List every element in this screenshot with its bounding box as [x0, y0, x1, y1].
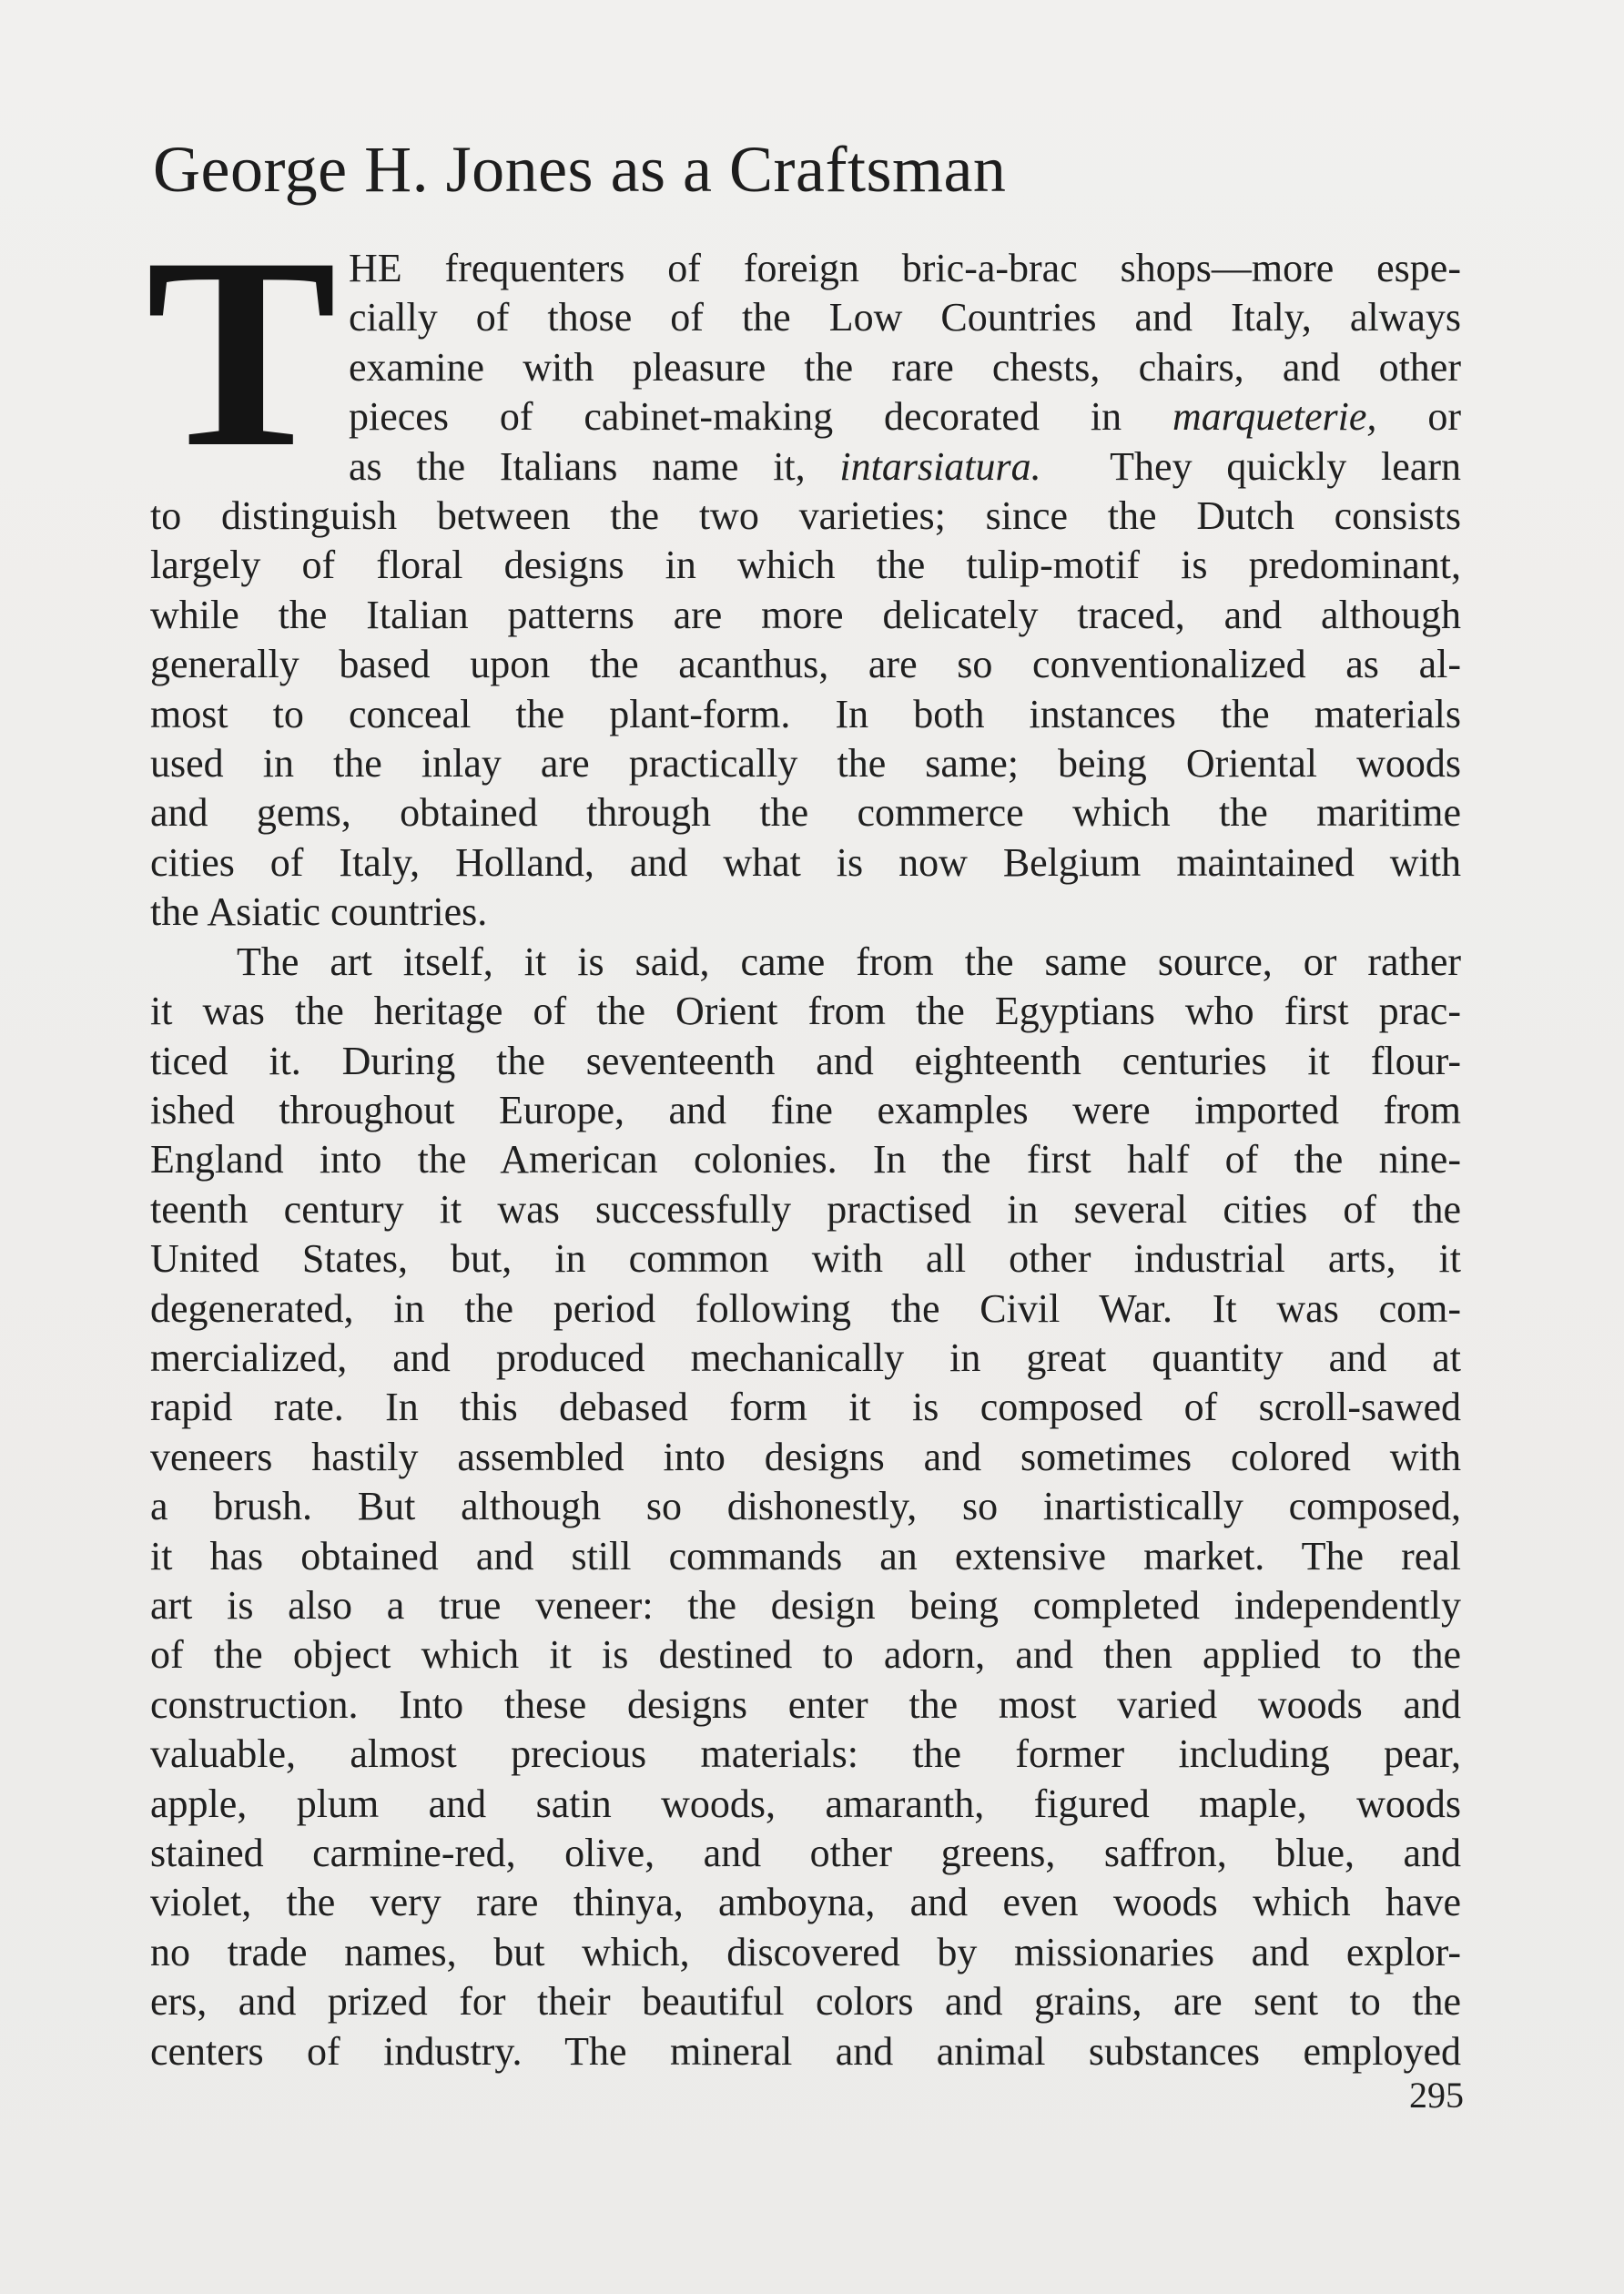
text-line: it was the heritage of the Orient from the Egyptians who first prac- [150, 989, 1461, 1034]
text-line [150, 392, 1461, 442]
text-line [150, 938, 1461, 987]
text-line: United States, but, in common with all other industrial arts, it [150, 1236, 1461, 1282]
text-line: ers, and prized for their beautiful colors and grains, are sent to the [150, 1979, 1461, 2025]
text-line: cially of those of the Low Countries and Italy, always [349, 295, 1461, 340]
article-title: George H. Jones as a Craftsman [153, 133, 1007, 206]
text-line: and gems, obtained through the commerce which the maritime [150, 790, 1461, 836]
text-line: rapid rate. In this debased form it is composed of scroll-sawed [150, 1385, 1461, 1430]
text-line: veneers hastily assembled into designs and sometimes colored with [150, 1434, 1461, 1479]
text-line: construction. Into these designs enter the most varied woods and [150, 1681, 1461, 1727]
text-line: of the object which it is destined to adorn, and then applied to the [150, 1632, 1461, 1678]
text-line: apple, plum and satin woods, amaranth, figured maple, woods [150, 1781, 1461, 1826]
paragraph-2 [150, 938, 1461, 2076]
text-line: centers of industry. The mineral and animal substances employed [150, 2028, 1461, 2074]
article-body [146, 201, 1461, 2076]
text-line: violet, the very rare thinya, amboyna, and even woods which have [150, 1880, 1461, 1925]
text-line: art is also a true veneer: the design being completed independently [150, 1582, 1461, 1628]
text-line: used in the inlay are practically the same; being Oriental woods [150, 741, 1461, 787]
text-line: generally based upon the acanthus, are so conventionalized as al- [150, 642, 1461, 687]
text-fragment: They quickly learn [1110, 443, 1461, 489]
text-line: it has obtained and still commands an extensive market. The real [150, 1533, 1461, 1578]
page-number: 295 [1409, 2075, 1464, 2116]
text-line: stained carmine-red, olive, and other greens, saffron, blue, and [150, 1831, 1461, 1875]
paragraph-1 [150, 244, 1461, 938]
text-line: England into the American colonies. In the first half of the nine- [150, 1137, 1461, 1183]
text-line [150, 442, 1461, 492]
text-line: the Asiatic countries. [150, 889, 488, 935]
text-line: ticed it. During the seventeenth and eighteenth centuries it flour- [150, 1038, 1461, 1083]
text-line: cities of Italy, Holland, and what is now Belgium maintained with [150, 839, 1461, 885]
text-line: while the Italian patterns are more delicately traced, and although [150, 592, 1461, 637]
text-line: most to conceal the plant-form. In both instances the materials [150, 691, 1461, 736]
text-line: mercialized, and produced mechanically in great quantity and at [150, 1335, 1461, 1380]
text-line: teenth century it was successfully practised in several cities of the [150, 1186, 1461, 1232]
text-line: a brush. But although so dishonestly, so inartistically composed, [150, 1484, 1461, 1529]
text-line: degenerated, in the period following the Civil War. It was com- [150, 1285, 1461, 1331]
text-line: ished throughout Europe, and fine examples were imported from [150, 1087, 1461, 1132]
text-fragment: as the Italians name it, [349, 443, 806, 489]
text-fragment: pieces of cabinet-making decorated in [349, 394, 1122, 440]
text-fragment: The art itself, it is said, came from the same source, or rather [237, 939, 1461, 984]
text-line: to distinguish between the two varieties; since the Dutch consists [150, 493, 1461, 539]
drop-cap: T [146, 201, 338, 503]
text-line: largely of floral designs in which the tulip-motif is predominant, [150, 543, 1461, 588]
text-line: no trade names, but which, discovered by missionaries and explor- [150, 1929, 1461, 1974]
italic-term-marqueterie: marqueterie, [1172, 394, 1377, 440]
text-fragment: or [1427, 394, 1461, 440]
text-line: valuable, almost precious materials: the former including pear, [150, 1731, 1461, 1777]
italic-term-intarsiatura: intarsiatura. [839, 443, 1041, 489]
text-line: examine with pleasure the rare chests, chairs, and other [349, 344, 1461, 390]
text-line: HE frequenters of foreign bric-a-brac shops—more espe- [349, 246, 1461, 290]
